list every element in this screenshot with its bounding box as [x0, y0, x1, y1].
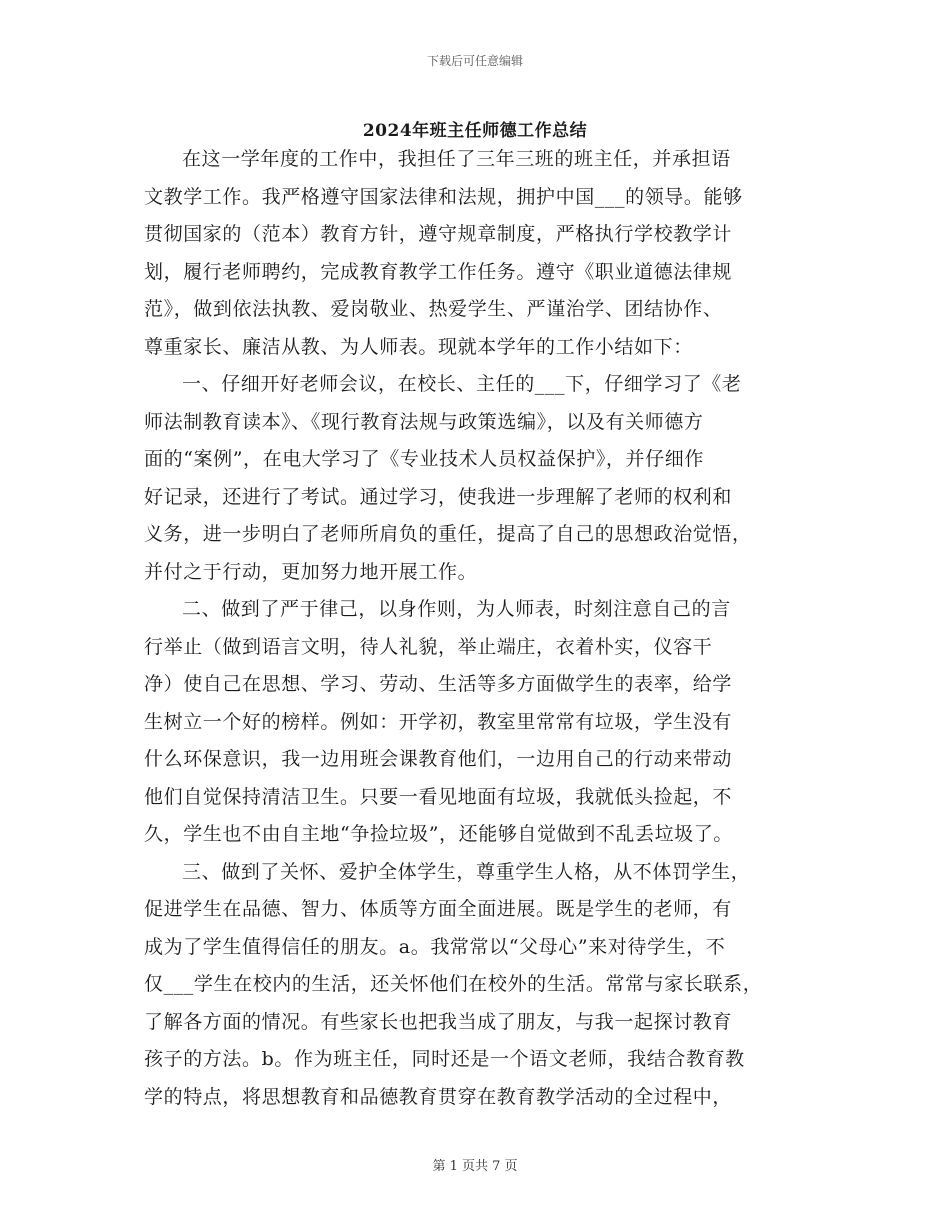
body-line: 行举止（做到语言文明，待人礼貌，举止端庄，衣着朴实，仪容干: [144, 635, 713, 658]
body-line: 成为了学生值得信任的朋友。a。我常常以“父母心”来对待学生，不: [144, 935, 726, 958]
body-line: 义务，进一步明白了老师所肩负的重任，提高了自己的思想政治觉悟，: [144, 523, 752, 545]
body-line: 并付之于行动，更加努力地开展工作。: [144, 560, 478, 583]
body-line: 一、仔细开好老师会议，在校长、主任的___下，仔细学习了《老: [182, 373, 742, 395]
body-line: 什么环保意识，我一边用班会课教育他们，一边用自己的行动来带动: [144, 748, 733, 770]
body-line: 二、做到了严于律己，以身作则，为人师表，时刻注意自己的言: [182, 598, 731, 620]
page-header-note: 下载后可任意编辑: [426, 54, 523, 68]
body-line: 促进学生在品德、智力、体质等方面全面进展。既是学生的老师，有: [144, 898, 733, 920]
body-line: 久，学生也不由自主地“争捡垃圾”，还能够自觉做到不乱丢垃圾了。: [144, 823, 734, 845]
page-number: 第 1 页共 7 页: [432, 1159, 518, 1174]
body-line: 了解各方面的情况。有些家长也把我当成了朋友，与我一起探讨教育: [144, 1010, 733, 1033]
body-line: 生树立一个好的榜样。例如：开学初，教室里常常有垃圾，学生没有: [144, 710, 733, 733]
document-body: [144, 141, 824, 1116]
body-line: 面的“案例”，在电大学习了《专业技术人员权益保护》，并仔细作: [144, 448, 704, 470]
body-line: 三、做到了关怀、爱护全体学生，尊重学生人格，从不体罚学生，: [182, 860, 751, 883]
body-line: 学的特点，将思想教育和品德教育贯穿在教育教学活动的全过程中，: [144, 1085, 733, 1108]
body-line: 文教学工作。我严格遵守国家法律和法规，拥护中国___的领导。能够: [144, 185, 743, 208]
body-line: 尊重家长、廉洁从教、为人师表。现就本学年的工作小结如下：: [144, 335, 693, 358]
body-line: 孩子的方法。b。作为班主任，同时还是一个语文老师，我结合教育教: [144, 1048, 745, 1070]
body-line: 好记录，还进行了考试。通过学习，使我进一步理解了老师的权利和: [144, 485, 733, 508]
body-line: 他们自觉保持清洁卫生。只要一看见地面有垃圾，我就低头捡起，不: [144, 785, 733, 808]
body-line: 范》，做到依法执教、爱岗敬业、热爱学生、严谨治学、团结协作、: [144, 298, 723, 320]
body-line: 师法制教育读本》、《现行教育法规与政策选编》，以及有关师德方: [144, 410, 704, 433]
body-line: 贯彻国家的（范本）教育方针，遵守规章制度，严格执行学校教学计: [144, 223, 733, 245]
body-line: 仅___学生在校内的生活，还关怀他们在校外的生活。常常与家长联系，: [144, 973, 763, 995]
body-line: 划，履行老师聘约，完成教育教学工作任务。遵守《职业道德法律规: [144, 260, 733, 283]
body-line: 在这一学年度的工作中，我担任了三年三班的班主任，并承担语: [182, 148, 731, 170]
document-title: 2024年班主任师德工作总结: [362, 121, 588, 141]
body-line: 净）使自己在思想、学习、劳动、生活等多方面做学生的表率，给学: [144, 673, 733, 695]
